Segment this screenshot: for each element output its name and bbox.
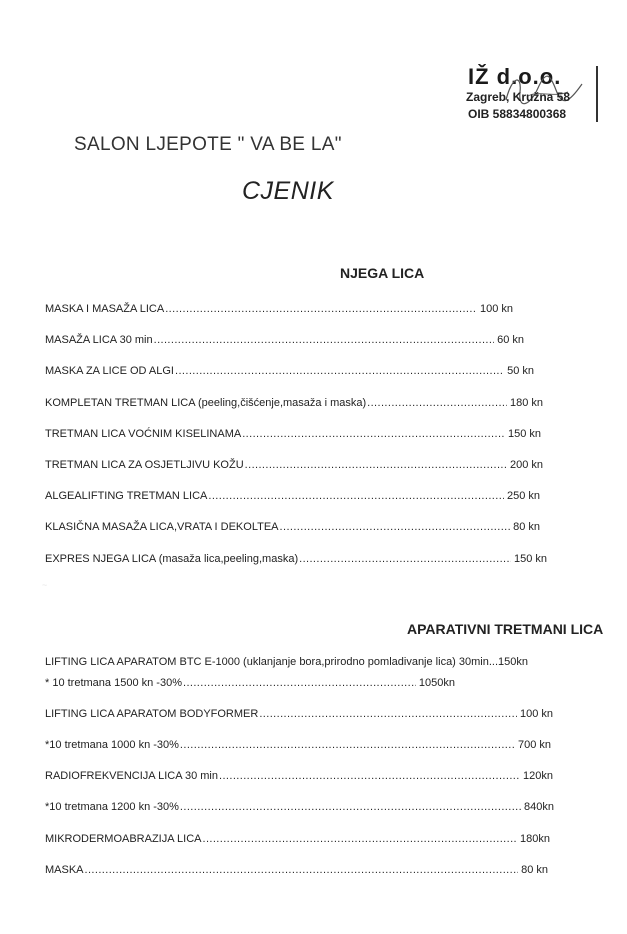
salon-name: SALON LJEPOTE " VA BE LA" (74, 134, 342, 155)
item-label: TRETMAN LICA ZA OSJETLJIVU KOŽU (45, 459, 244, 471)
leader-dots (180, 739, 515, 751)
price-row (45, 677, 455, 689)
item-price: 60 kn (497, 334, 524, 346)
price-row (45, 770, 553, 782)
leader-dots (208, 490, 504, 502)
price-row (45, 303, 513, 315)
price-row (45, 801, 554, 813)
item-label: LIFTING LICA APARATOM BTC E-1000 (uklanjanje bora,prirodno pomladivanje lica) 30min...150kn (45, 656, 529, 668)
price-row (45, 397, 543, 409)
stamp-border-line (596, 66, 598, 122)
leader-dots (154, 334, 494, 346)
item-price: 700 kn (517, 739, 551, 751)
item-label: ALGEALIFTING TRETMAN LICA (45, 490, 208, 502)
leader-dots (175, 365, 504, 377)
leader-dots (367, 397, 507, 409)
stamp-company-name: IŽ d.o.o. (468, 64, 562, 89)
item-label: RADIOFREKVENCIJA LICA 30 min (45, 770, 218, 782)
price-row (45, 490, 540, 502)
item-label: *10 tretmana 1200 kn -30% (45, 801, 179, 813)
item-price: 1050kn (418, 677, 455, 689)
price-row (45, 708, 553, 720)
leader-dots (299, 553, 511, 565)
price-row (45, 833, 550, 845)
item-label: MASKA ZA LICE OD ALGI (45, 365, 174, 377)
item-label: KLASIČNA MASAŽA LICA,VRATA I DEKOLTEA (45, 521, 279, 533)
leader-dots (165, 303, 477, 315)
item-price: 100 kn (479, 303, 513, 315)
section-title-aparativni-tretmani: APARATIVNI TRETMANI LICA (407, 621, 604, 637)
leader-dots (202, 833, 517, 845)
item-price: 200 kn (509, 459, 543, 471)
item-price: 100 kn (519, 708, 553, 720)
item-label: LIFTING LICA APARATOM BODYFORMER (45, 708, 259, 720)
item-label: EXPRES NJEGA LICA (masaža lica,peeling,maska) (45, 553, 299, 565)
item-price: 120kn (523, 770, 553, 782)
price-row (45, 334, 524, 346)
section-title-njega-lica: NJEGA LICA (340, 265, 425, 281)
price-row (45, 553, 547, 565)
item-label: * 10 tretmana 1500 kn -30% (45, 677, 182, 689)
item-label: MASAŽA LICA 30 min (45, 334, 153, 346)
leader-dots (245, 459, 507, 471)
price-row (45, 864, 548, 876)
leader-dots (259, 708, 517, 720)
leader-dots (280, 521, 511, 533)
item-price: 50 kn (507, 365, 534, 377)
faint-mark: ~ (42, 580, 48, 590)
item-price: 80 kn (513, 521, 540, 533)
item-price: 150 kn (513, 553, 547, 565)
stamp-address: Zagreb, Kružna 58 (466, 90, 571, 104)
item-label: *10 tretmana 1000 kn -30% (45, 739, 179, 751)
item-label: MASKA I MASAŽA LICA (45, 303, 165, 315)
item-price: 80 kn (521, 864, 548, 876)
price-list-title: CJENIK (242, 177, 334, 205)
price-row (45, 365, 534, 377)
price-row (45, 656, 580, 668)
item-price: 150 kn (507, 428, 541, 440)
item-label: MIKRODERMOABRAZIJA LICA (45, 833, 202, 845)
price-row (45, 428, 541, 440)
item-label: MASKA (45, 864, 84, 876)
leader-dots (85, 864, 519, 876)
item-price: 840kn (524, 801, 554, 813)
leader-dots (242, 428, 505, 440)
price-row (45, 459, 543, 471)
price-row (45, 521, 540, 533)
leader-dots (219, 770, 520, 782)
item-price: 180kn (520, 833, 550, 845)
item-label: KOMPLETAN TRETMAN LICA (peeling,čišćenje,masaža i maska) (45, 397, 367, 409)
leader-dots (183, 677, 416, 689)
stamp-oib: OIB 58834800368 (468, 107, 567, 121)
item-price: 250 kn (506, 490, 540, 502)
leader-dots (180, 801, 521, 813)
company-stamp (458, 62, 598, 126)
item-price: 180 kn (509, 397, 543, 409)
price-row (45, 739, 551, 751)
item-label: TRETMAN LICA VOĆNIM KISELINAMA (45, 428, 242, 440)
